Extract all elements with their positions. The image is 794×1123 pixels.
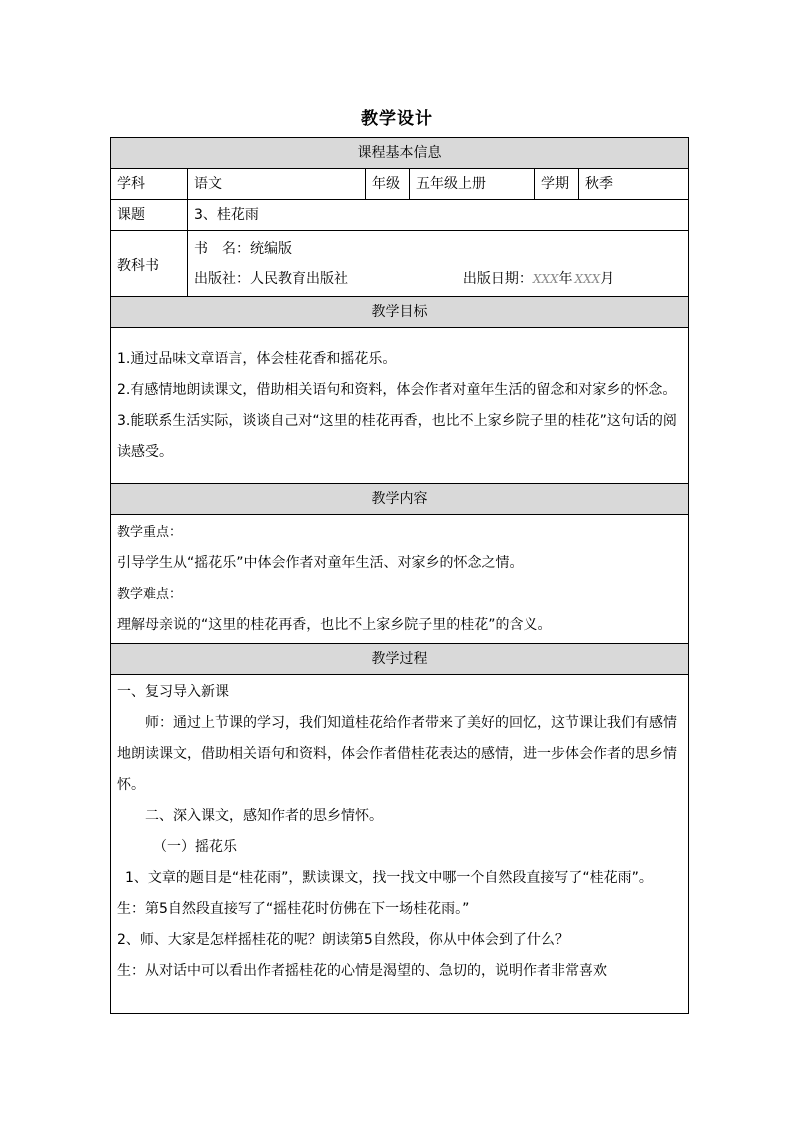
subject-value: 语文 [188,169,366,200]
topic-value: 3、桂花雨 [188,200,689,231]
objective-2: 2.有感情地朗读课文，借助相关语句和资料，体会作者对童年生活的留念和对家乡的怀念。 [117,381,677,398]
process-question-1: 1、文章的题目是“桂花雨”，默读课文，找一找文中哪一个自然段直接写了“桂花雨”。 [125,870,653,886]
grade-value: 五年级上册 [410,169,535,200]
publisher-label: 出版社： [194,270,250,287]
objective-3: 3.能联系生活实际，谈谈自己对“这里的桂花再香，也比不上家乡院子里的桂花”这句话的阅读感受。 [117,412,677,460]
topic-label: 课题 [111,200,188,231]
textbook-info [188,231,689,297]
publisher-line [194,264,682,294]
basic-info-header: 课程基本信息 [111,138,689,169]
process-section-2: 二、深入课文，感知作者的思乡情怀。 [145,808,383,824]
pub-month-unit: 月 [600,270,615,287]
book-name-line [194,234,682,264]
pub-year-unit: 年 [558,270,573,287]
difficulty-text: 理解母亲说的“这里的桂花再香，也比不上家乡院子里的桂花”的含义。 [117,617,552,633]
difficulty-label: 教学难点： [117,587,183,602]
process-subsection-1: （一）摇花乐 [153,839,237,855]
process-row [111,675,689,1014]
objectives-header-row [111,297,689,328]
basic-info-header-row [111,138,689,169]
key-point-text: 引导学生从“摇花乐”中体会作者对童年生活、对家乡的怀念之情。 [117,555,524,571]
textbook-row [111,231,689,297]
textbook-label: 教科书 [111,231,188,297]
objectives-header: 教学目标 [111,297,689,328]
content-header: 教学内容 [111,484,689,515]
subject-label: 学科 [111,169,188,200]
pub-year-placeholder: XXX [532,271,559,286]
process-paragraph-1: 师：通过上节课的学习，我们知道桂花给作者带来了美好的回忆，这节课让我们有感情地朗读课文，借助相关语句和资料，体会作者借桂花表达的感情，进一步体会作者的思乡情怀。 [117,715,677,793]
process-cell [111,675,689,1014]
content-header-row [111,484,689,515]
process-answer-2: 生：从对话中可以看出作者摇桂花的心情是渴望的、急切的，说明作者非常喜欢 [117,963,607,979]
book-name-value: 统编版 [250,240,292,257]
lesson-plan-table [110,137,689,1014]
term-label: 学期 [535,169,579,200]
grade-label: 年级 [366,169,410,200]
objectives-row [111,328,689,484]
content-row [111,515,689,644]
subject-row [111,169,689,200]
key-point-label: 教学重点： [117,525,183,540]
process-section-1: 一、复习导入新课 [117,684,229,700]
process-header: 教学过程 [111,644,689,675]
process-question-2: 2、师、大家是怎样摇桂花的呢？朗读第5自然段，你从中体会到了什么？ [117,932,569,948]
document-title: 教学设计 [361,109,433,129]
objective-1: 1.通过品味文章语言，体会桂花香和摇花乐。 [117,350,397,367]
process-answer-1: 生：第5自然段直接写了“摇桂花时仿佛在下一场桂花雨。” [117,901,470,917]
objectives-cell [111,328,689,484]
book-name-label: 书 名： [194,240,250,257]
term-value: 秋季 [579,169,689,200]
publisher-value: 人民教育出版社 [250,270,348,287]
content-cell [111,515,689,644]
topic-row [111,200,689,231]
pub-date-label: 出版日期： [462,270,533,287]
process-header-row [111,644,689,675]
pub-month-placeholder: XXX [574,271,601,286]
